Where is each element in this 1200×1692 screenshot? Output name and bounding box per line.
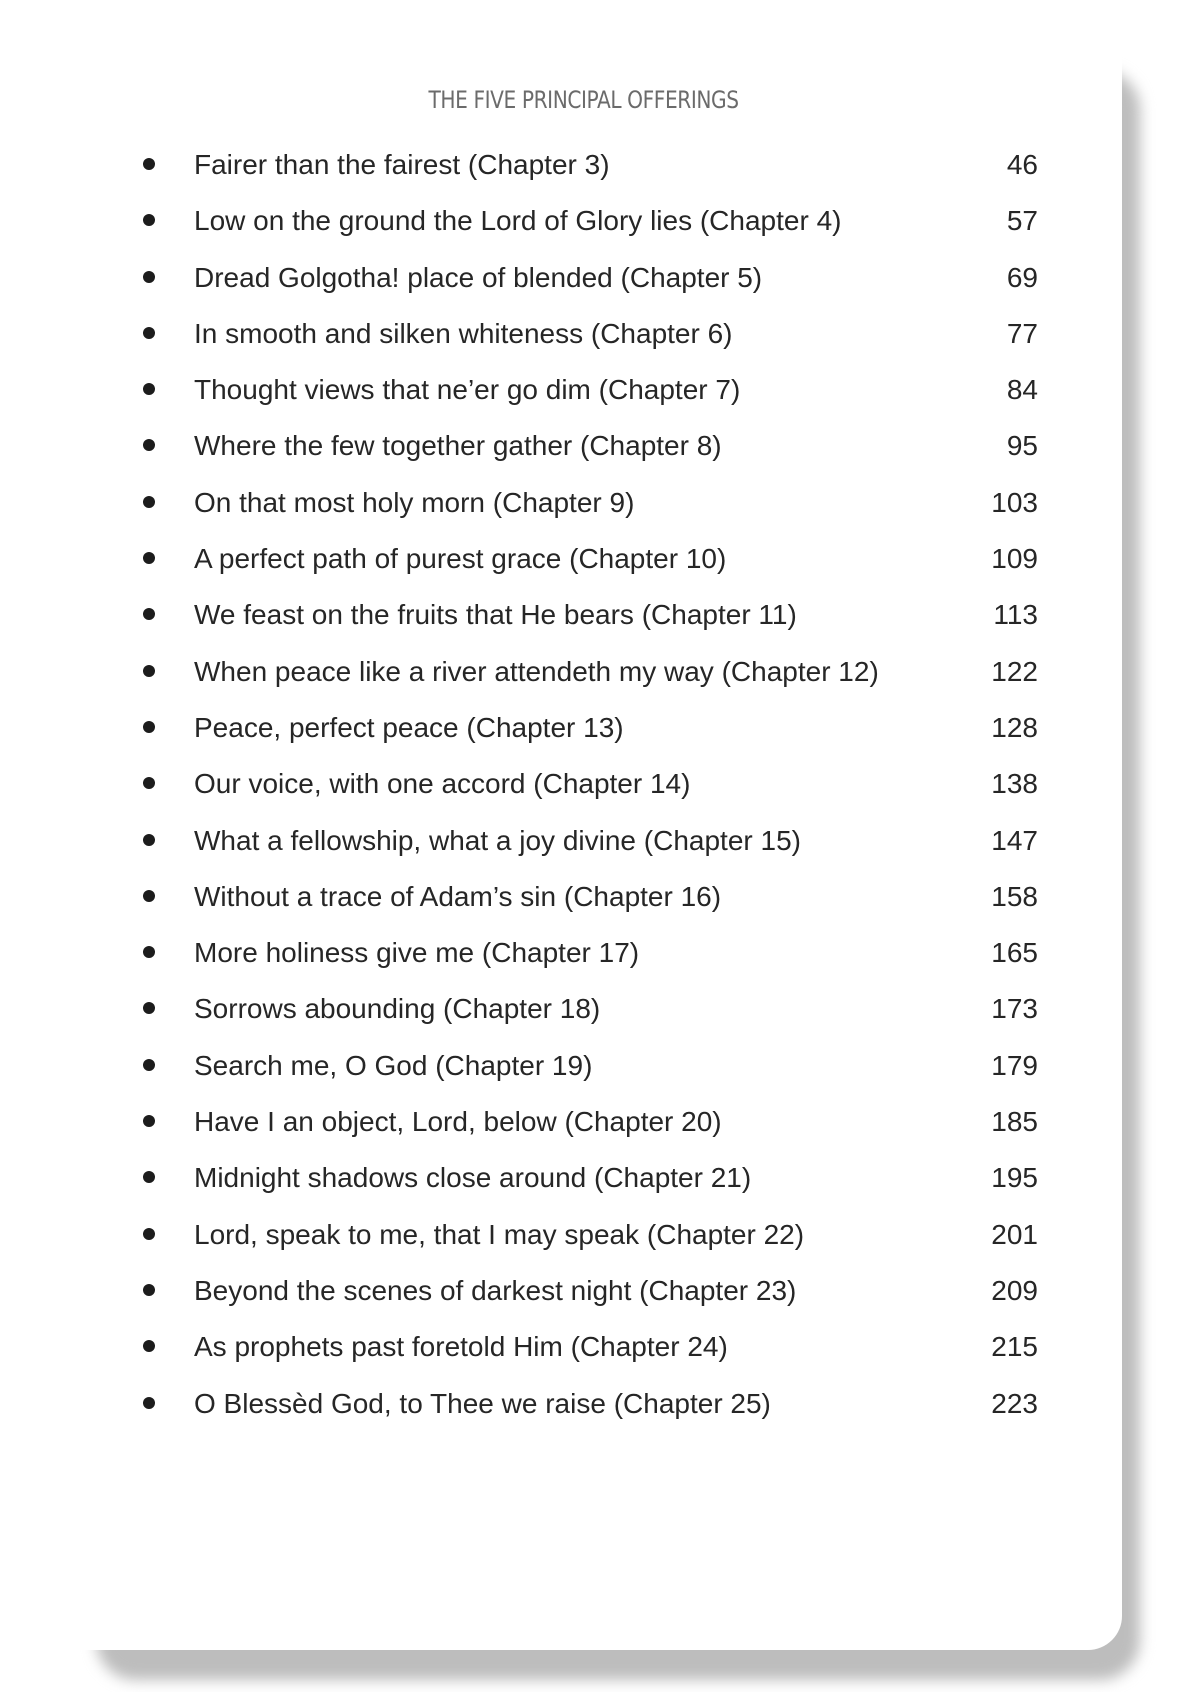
entry-title: Dread Golgotha! place of blended (Chapter 5): [194, 261, 763, 293]
entry-title: Search me, O God (Chapter 19): [194, 1049, 593, 1081]
bullet-icon: [143, 496, 155, 508]
entry-title: Sorrows abounding (Chapter 18): [194, 993, 601, 1025]
list-item: [0, 1211, 1122, 1267]
entry-page-number: 179: [991, 1049, 1038, 1081]
list-item: [0, 422, 1122, 478]
list-item: [0, 141, 1122, 197]
bullet-icon: [143, 834, 155, 846]
list-item: [0, 760, 1122, 816]
entry-title: Our voice, with one accord (Chapter 14): [194, 768, 691, 800]
list-item: [0, 985, 1122, 1041]
entry-page-number: 223: [991, 1387, 1038, 1419]
entry-page-number: 209: [991, 1274, 1038, 1306]
entry-page-number: 46: [1006, 149, 1038, 180]
entry-page-number: 165: [991, 937, 1038, 969]
list-item: [0, 704, 1122, 760]
entry-page-number: 128: [991, 711, 1038, 743]
bullet-icon: [143, 890, 155, 902]
entry-page-number: 185: [991, 1106, 1038, 1138]
contents-list: [0, 141, 1122, 1436]
bullet-icon: [143, 439, 155, 451]
list-item: [0, 479, 1122, 535]
entry-page-number: 69: [1006, 261, 1038, 293]
list-item: [0, 1154, 1122, 1210]
bullet-icon: [143, 383, 155, 395]
entry-title: Peace, perfect peace (Chapter 13): [194, 711, 624, 743]
list-item: [0, 1323, 1122, 1379]
entry-page-number: 215: [991, 1331, 1038, 1363]
entry-title: A perfect path of purest grace (Chapter 10): [194, 543, 727, 575]
list-item: [0, 591, 1122, 647]
bullet-icon: [143, 721, 155, 733]
list-item: [0, 929, 1122, 985]
entry-title: Have I an object, Lord, below (Chapter 20): [194, 1106, 722, 1138]
entry-title: Midnight shadows close around (Chapter 21): [194, 1162, 752, 1194]
entry-page-number: 158: [991, 880, 1038, 912]
entry-title: Beyond the scenes of darkest night (Chapter 23): [194, 1274, 797, 1306]
entry-page-number: 109: [991, 543, 1038, 575]
entry-page-number: 122: [991, 655, 1038, 687]
bullet-icon: [143, 214, 155, 226]
entry-title: Lord, speak to me, that I may speak (Chapter 22): [194, 1218, 805, 1250]
entry-page-number: 113: [993, 599, 1038, 631]
entry-title: O Blessèd God, to Thee we raise (Chapter 25): [194, 1387, 771, 1419]
bullet-icon: [143, 777, 155, 789]
entry-title: Where the few together gather (Chapter 8): [194, 430, 722, 462]
entry-title: What a fellowship, what a joy divine (Chapter 15): [194, 824, 801, 856]
bullet-icon: [143, 552, 155, 564]
bullet-icon: [143, 158, 155, 170]
list-item: [0, 310, 1122, 366]
bullet-icon: [143, 327, 155, 339]
entry-page-number: 173: [991, 993, 1038, 1025]
entry-title: More holiness give me (Chapter 17): [194, 937, 640, 969]
entry-page-number: 201: [991, 1218, 1038, 1250]
list-item: [0, 1380, 1122, 1436]
bullet-icon: [143, 1115, 155, 1127]
list-item: [0, 197, 1122, 253]
bullet-icon: [143, 1228, 155, 1240]
list-item: [0, 648, 1122, 704]
entry-page-number: 84: [1006, 374, 1038, 406]
entry-title: As prophets past foretold Him (Chapter 24): [194, 1331, 728, 1363]
bullet-icon: [143, 271, 155, 283]
entry-page-number: 103: [991, 486, 1038, 518]
entry-title: Fairer than the fairest (Chapter 3): [194, 149, 610, 180]
running-head: THE FIVE PRINCIPAL OFFERINGS: [428, 86, 739, 114]
bullet-icon: [143, 1059, 155, 1071]
entry-title: On that most holy morn (Chapter 9): [194, 486, 635, 518]
bullet-icon: [143, 1340, 155, 1352]
entry-title: In smooth and silken whiteness (Chapter 6): [194, 317, 733, 349]
list-item: [0, 535, 1122, 591]
entry-title: We feast on the fruits that He bears (Chapter 11): [194, 599, 797, 631]
entry-page-number: 57: [1006, 205, 1038, 237]
bullet-icon: [143, 1284, 155, 1296]
list-item: [0, 1267, 1122, 1323]
list-item: [0, 1042, 1122, 1098]
bullet-icon: [143, 1397, 155, 1409]
entry-page-number: 195: [991, 1162, 1038, 1194]
entry-title: Thought views that ne’er go dim (Chapter 7): [194, 374, 741, 406]
entry-page-number: 147: [991, 824, 1038, 856]
entry-page-number: 138: [991, 768, 1038, 800]
bullet-icon: [143, 665, 155, 677]
list-item: [0, 873, 1122, 929]
entry-page-number: 77: [1006, 317, 1038, 349]
bullet-icon: [143, 1171, 155, 1183]
list-item: [0, 254, 1122, 310]
bullet-icon: [143, 946, 155, 958]
entry-title: When peace like a river attendeth my way (Chapter 12): [194, 655, 879, 687]
bullet-icon: [143, 608, 155, 620]
bullet-icon: [143, 1002, 155, 1014]
list-item: [0, 817, 1122, 873]
list-item: [0, 366, 1122, 422]
entry-title: Low on the ground the Lord of Glory lies (Chapter 4): [194, 205, 842, 237]
entry-title: Without a trace of Adam’s sin (Chapter 16): [194, 880, 722, 912]
list-item: [0, 1098, 1122, 1154]
entry-page-number: 95: [1006, 430, 1038, 462]
